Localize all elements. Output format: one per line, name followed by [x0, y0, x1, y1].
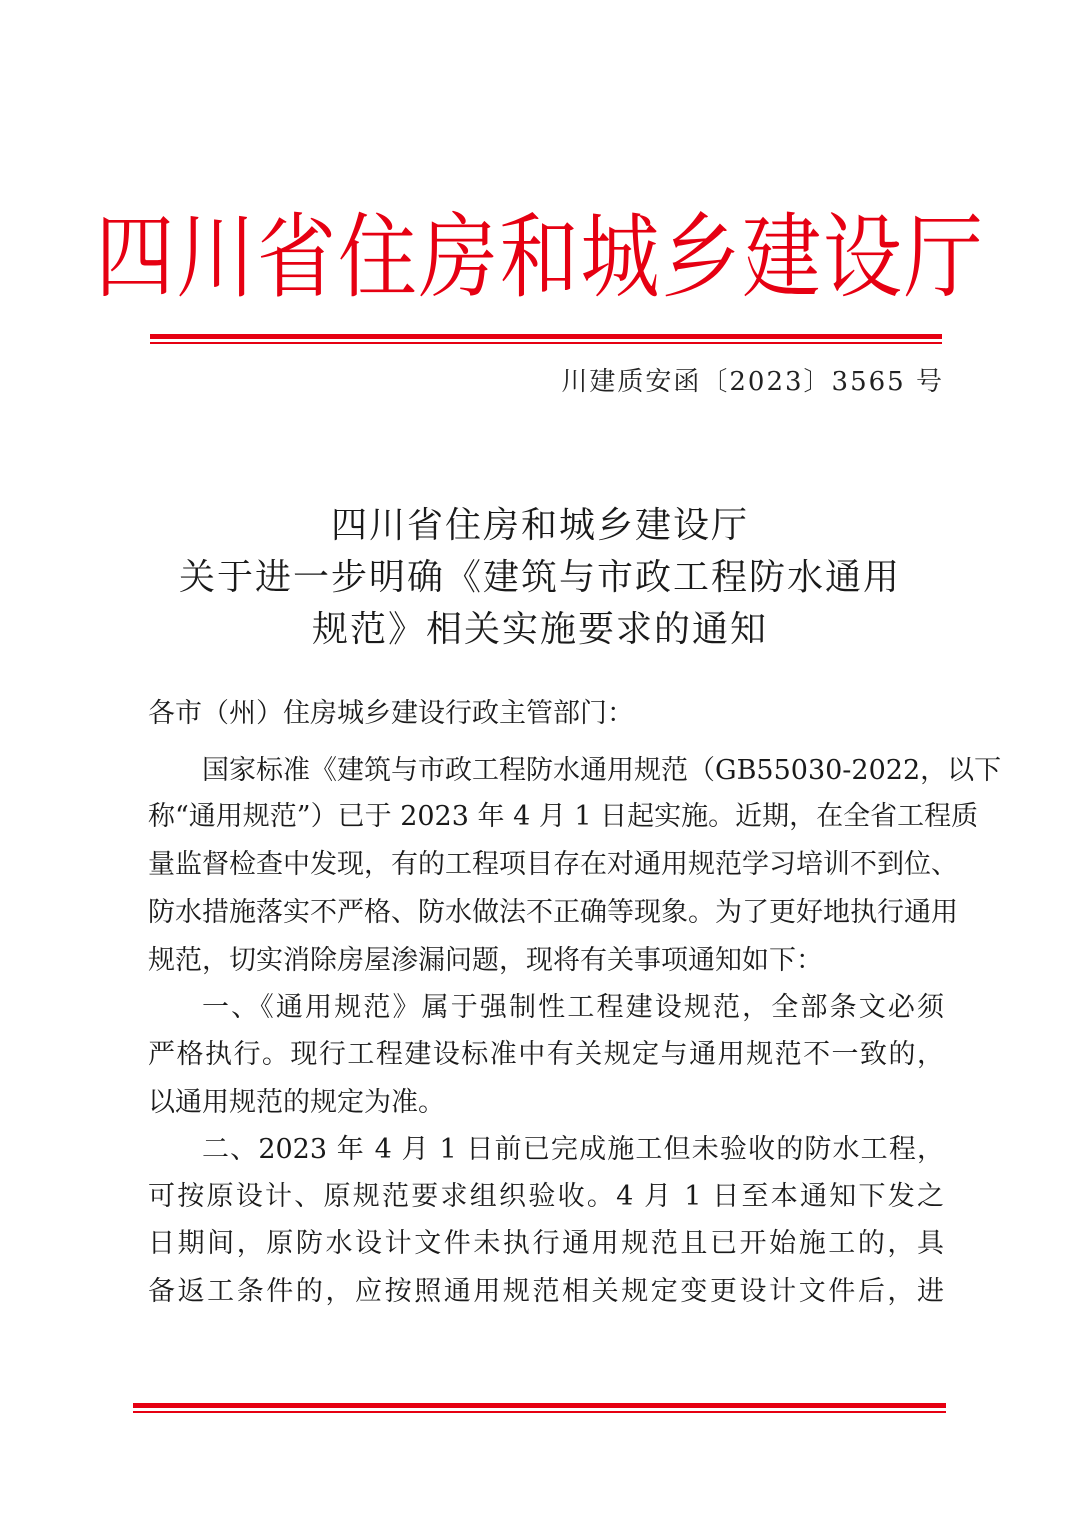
document-number: 川建质安函〔2023〕3565 号 — [561, 367, 944, 397]
body-line: 备返工条件的，应按照通用规范相关规定变更设计文件后，进 — [148, 1276, 944, 1307]
body-line: 以通用规范的规定为准。 — [148, 1087, 445, 1118]
addressee: 各市（州）住房城乡建设行政主管部门： — [148, 698, 634, 729]
body-line: 国家标准《建筑与市政工程防水通用规范（GB55030-2022，以下 — [202, 755, 1002, 786]
header-red-rule-thin — [150, 342, 942, 344]
body-line: 一、《通用规范》属于强制性工程建设规范，全部条文必须 — [202, 992, 944, 1023]
body-line: 二、2023 年 4 月 1 日前已完成施工但未验收的防水工程， — [202, 1134, 944, 1165]
footer-red-rule-thick — [133, 1403, 946, 1408]
body-line: 严格执行。现行工程建设标准中有关规定与通用规范不一致的， — [148, 1039, 944, 1070]
header-red-rule-thick — [150, 334, 942, 339]
body-line: 日期间，原防水设计文件未执行通用规范且已开始施工的，具 — [148, 1228, 944, 1259]
document-title-line-1: 四川省住房和城乡建设厅 — [330, 505, 749, 546]
body-line: 规范，切实消除房屋渗漏问题，现将有关事项通知如下： — [148, 945, 823, 976]
body-line: 称“通用规范”）已于 2023 年 4 月 1 日起实施。近期，在全省工程质 — [148, 801, 979, 832]
body-line: 防水措施落实不严格、防水做法不正确等现象。为了更好地执行通用 — [148, 897, 958, 928]
body-line: 量监督检查中发现，有的工程项目存在对通用规范学习培训不到位、 — [148, 849, 958, 880]
footer-red-rule-thin — [133, 1411, 946, 1413]
org-header-title: 四川省住房和城乡建设厅 — [95, 204, 985, 311]
document-title-line-3: 规范》相关实施要求的通知 — [311, 609, 768, 650]
document-title-line-2: 关于进一步明确《建筑与市政工程防水通用 — [178, 557, 901, 598]
body-line: 可按原设计、原规范要求组织验收。4 月 1 日至本通知下发之 — [148, 1181, 944, 1212]
